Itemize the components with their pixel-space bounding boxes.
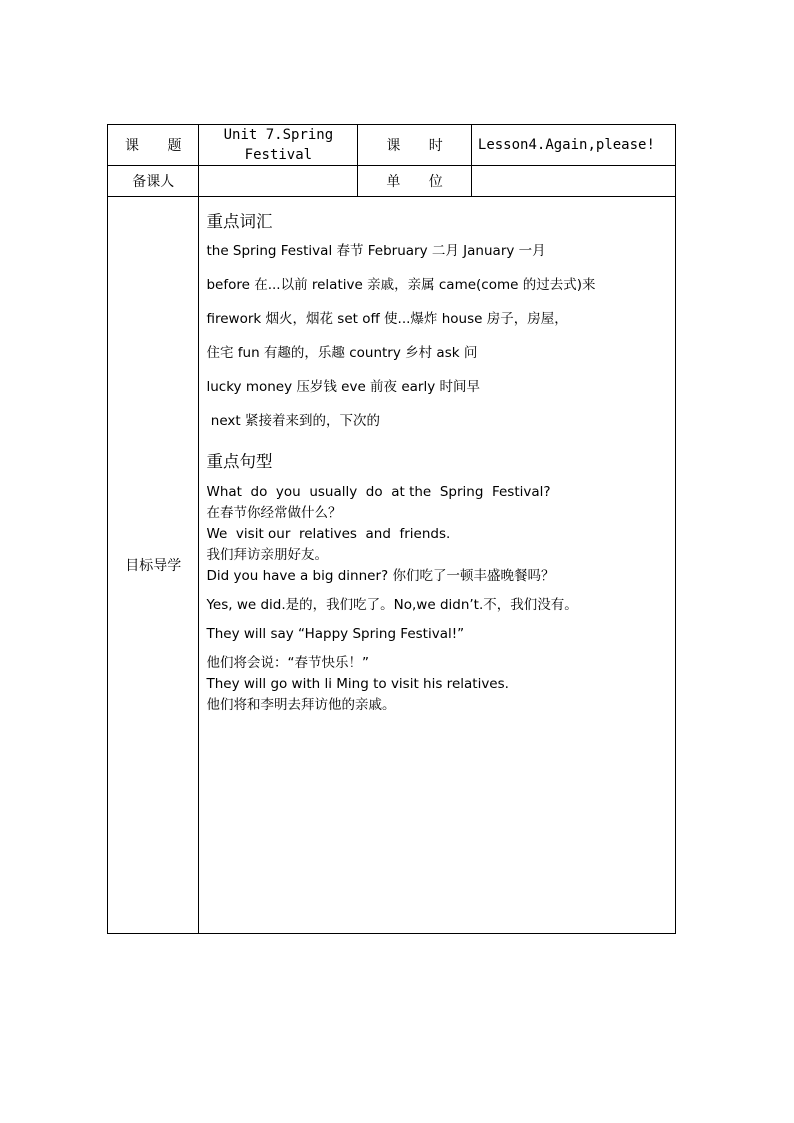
vocab-line: before 在...以前 relative 亲戚，亲属 came(come 的过去式)来 xyxy=(206,277,596,293)
topic-label: 课 题 xyxy=(108,125,199,166)
lesson-plan-table xyxy=(107,124,676,934)
vocab-line: firework 烟火，烟花 set off 使...爆炸 house 房子，房屋， xyxy=(206,311,568,327)
preparer-value xyxy=(199,166,358,197)
section-label: 目标导学 xyxy=(108,197,199,934)
sentence-line: Did you have a big dinner? 你们吃了一顿丰盛晚餐吗？ xyxy=(206,568,555,584)
preparer-label: 备课人 xyxy=(108,166,199,197)
sentence-line: We visit our relatives and friends. xyxy=(206,526,451,542)
sentence-line: 他们将和李明去拜访他的亲戚。 xyxy=(206,697,396,713)
header-row-preparer xyxy=(108,166,676,197)
vocab-line: lucky money 压岁钱 eve 前夜 early 时间早 xyxy=(206,379,481,395)
unit-value xyxy=(471,166,675,197)
sentence-line: They will say “Happy Spring Festival!” xyxy=(206,626,465,642)
vocab-line: next 紧接着来到的，下次的 xyxy=(206,413,380,429)
sentence-line: 我们拜访亲朋好友。 xyxy=(206,547,328,563)
sentence-line: What do you usually do at the Spring Festival? xyxy=(206,484,551,500)
section-content xyxy=(199,197,676,934)
sentence-line: 在春节你经常做什么？ xyxy=(206,505,342,521)
sentence-line: They will go with li Ming to visit his relatives. xyxy=(206,676,509,692)
period-value: Lesson4.Again,please! xyxy=(471,125,675,166)
vocab-line: the Spring Festival 春节 February 二月 January 一月 xyxy=(206,243,546,259)
sentence-line: 他们将会说：“春节快乐！” xyxy=(206,655,369,671)
header-row-topic xyxy=(108,125,676,166)
topic-value: Unit 7.Spring Festival xyxy=(199,125,358,166)
sentence-line: Yes, we did.是的，我们吃了。No,we didn’t.不，我们没有。 xyxy=(206,597,578,613)
period-label: 课 时 xyxy=(358,125,472,166)
unit-label: 单 位 xyxy=(358,166,472,197)
sentence-heading: 重点句型 xyxy=(206,452,273,471)
content-row xyxy=(108,197,676,934)
vocab-line: 住宅 fun 有趣的，乐趣 country 乡村 ask 问 xyxy=(206,345,478,361)
vocab-heading: 重点词汇 xyxy=(206,212,273,231)
